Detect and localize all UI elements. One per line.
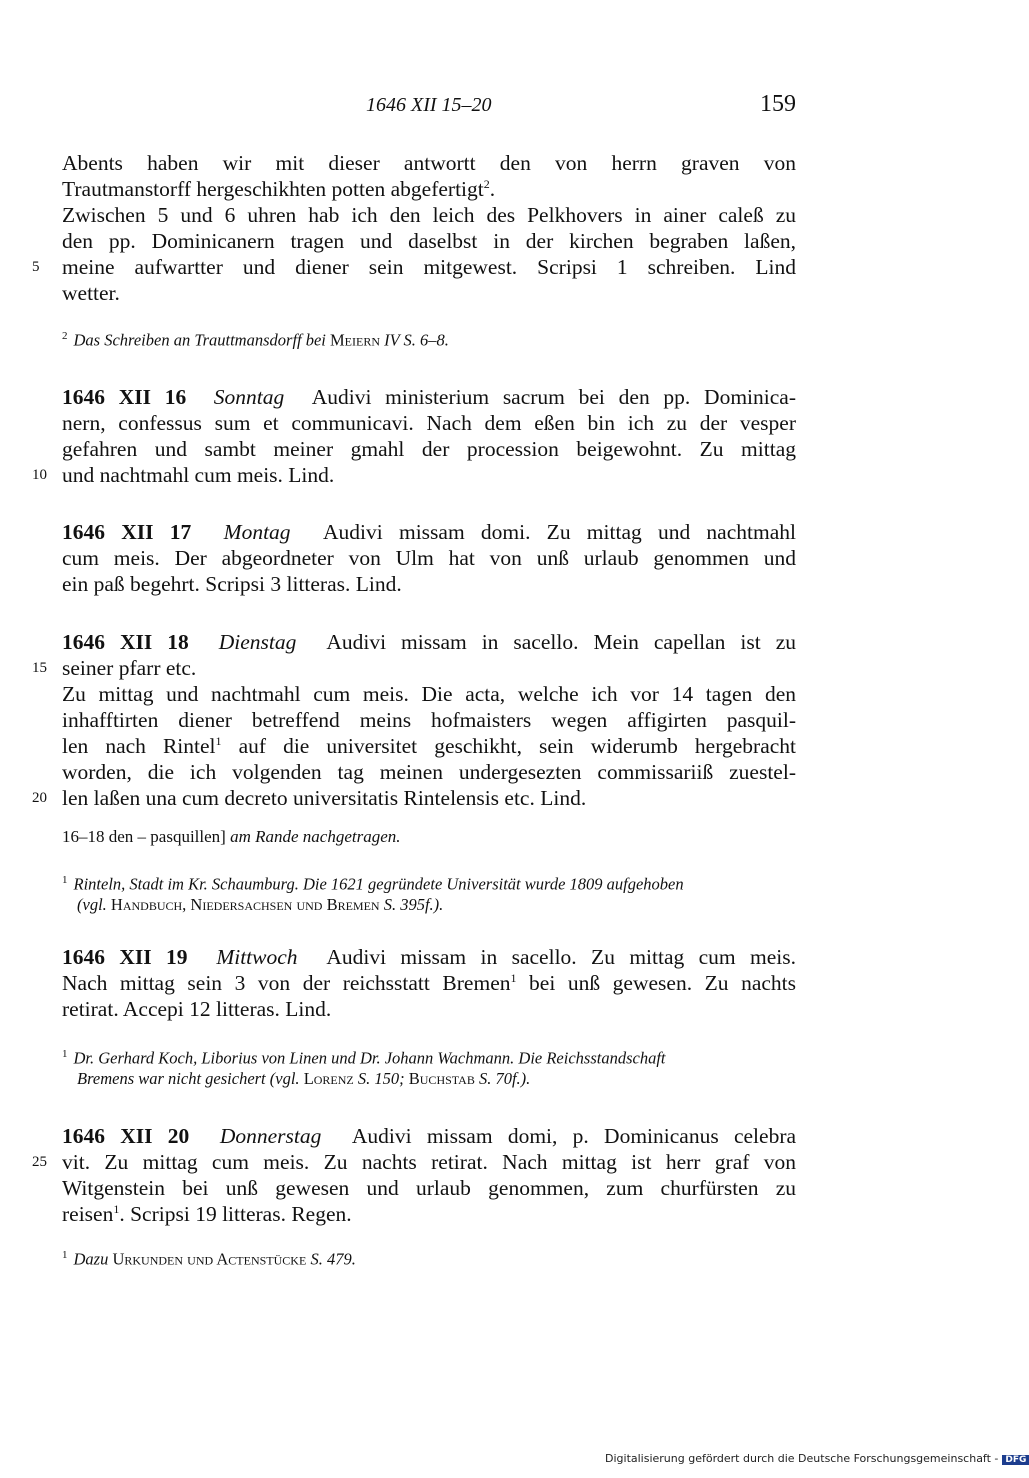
footnote-text: IV S. 6–8. (380, 330, 449, 350)
entry-date: 1646 XII 19 (62, 945, 188, 969)
text-line (62, 1201, 796, 1227)
text-line: gefahren und sambt meiner gmahl der procession beigewohnt. Zu mittag (62, 437, 796, 461)
footnote-text: S. 395f.). (379, 894, 444, 914)
text-segment: Audivi ministerium sacrum bei den pp. Dominica- (311, 385, 796, 409)
text-line (62, 384, 796, 410)
diary-entry (32, 629, 797, 811)
entry-date: 1646 XII 16 (62, 385, 187, 409)
text-segment: Audivi missam in sacello. Zu mittag cum meis. (326, 945, 797, 969)
footnote (62, 1044, 796, 1089)
footnote-line (62, 870, 796, 895)
text-line (62, 970, 796, 996)
diary-entry (32, 384, 796, 488)
entry-date: 1646 XII 17 (62, 520, 192, 544)
footnote-line (62, 1245, 796, 1270)
text-line (32, 254, 796, 280)
footnote (62, 326, 796, 351)
text-segment: Audivi missam in sacello. Mein capellan ist zu (326, 630, 797, 654)
footnote-text: Dr. Gerhard Koch, Liborius von Linen und Dr. Johann Wachmann. Die Reichsstandschaft (73, 1048, 666, 1068)
footnote-author: Meiern (330, 330, 381, 350)
footnote-ref: 1 (510, 970, 517, 985)
variant-italic: am Rande nachgetragen. (230, 827, 401, 846)
text-line: Zu mittag und nachtmahl cum meis. Die acta, welche ich vor 14 tagen den (62, 682, 796, 706)
footnote-marker: 1 (62, 874, 68, 886)
footnote-text: S. 70f.). (474, 1068, 531, 1088)
footnote-text: Rinteln, Stadt im Kr. Schaumburg. Die 1621 gegründete Universität wurde 1809 aufgehoben (73, 874, 684, 894)
footnote-ref: 2 (483, 176, 490, 191)
footnote-line (62, 1069, 796, 1089)
page-number: 159 (760, 91, 796, 117)
text-line: Abents haben wir mit dieser antwortt den von herrn graven von (62, 151, 796, 175)
line-number: 25 (32, 1154, 47, 1170)
footnote-marker: 1 (62, 1249, 68, 1261)
footnote-text: S. 479. (306, 1249, 356, 1269)
entry-date: 1646 XII 20 (62, 1124, 190, 1148)
entry-continuation (32, 150, 796, 306)
text-line (32, 1149, 796, 1175)
line-number: 15 (32, 660, 47, 676)
text-segment: reisen (62, 1202, 114, 1226)
text-segment: Audivi missam domi, p. Dominicanus celebra (351, 1124, 797, 1148)
line-number: 10 (32, 467, 47, 483)
credit-text: Digitalisierung gefördert durch die Deutsche Forschungsgemeinschaft - (605, 1452, 999, 1465)
text-line: wetter. (62, 281, 120, 305)
text-segment: . Scripsi 19 litteras. Regen. (119, 1202, 352, 1226)
digitization-credit (605, 1452, 1027, 1468)
text-segment: Audivi missam domi. Zu mittag und nachtmahl (323, 520, 796, 544)
text-segment: len laßen una cum decreto universitatis Rintelensis etc. Lind. (62, 786, 587, 810)
footnote-marker: 1 (62, 1048, 68, 1060)
entry-weekday: Sonntag (213, 385, 285, 409)
text-line (62, 519, 796, 545)
text-line: Trautmanstorff hergeschikhten potten abgefertigt$^2$. (62, 176, 496, 201)
text-line: retirat. Accepi 12 litteras. Lind. (62, 997, 332, 1021)
text-segment: len nach Rintel (62, 734, 216, 758)
text-line: Zwischen 5 und 6 uhren hab ich den leich des Pelkhovers in ainer caleß zu (62, 203, 796, 227)
text-segment: Nach mittag sein 3 von der reichsstatt Bremen (62, 971, 511, 995)
text-segment: auf die universitet geschikht, sein widerumb hergebracht (221, 734, 797, 758)
entry-weekday: Mittwoch (216, 945, 298, 969)
footnote-source: Handbuch, Niedersachsen und Bremen (110, 894, 380, 914)
text-line: den pp. Dominicanern tragen und daselbst in der kirchen begraben laßen, (62, 229, 796, 253)
text-line (32, 462, 796, 488)
footnote-marker: 2 (62, 330, 68, 342)
entry-date: 1646 XII 18 (62, 630, 189, 654)
text-segment: und nachtmahl cum meis. Lind. (62, 463, 335, 487)
text-line: Witgenstein bei unß gewesen und urlaub genommen, zum churfürsten zu (62, 1176, 796, 1200)
footnote-line (62, 895, 796, 915)
text-line: ein paß begehrt. Scripsi 3 litteras. Lind. (62, 572, 402, 596)
text-segment: seiner pfarr etc. (62, 656, 197, 680)
footnote-source: Buchstab (408, 1068, 475, 1088)
text-line: nern, confessus sum et communicavi. Nach dem eßen bin ich zu der vesper (62, 411, 796, 435)
entry-weekday: Dienstag (218, 630, 297, 654)
text-line: inhafftirten diener betreffend meins hofmaisters wegen affigirten pasquil- (62, 708, 796, 732)
text-line: cum meis. Der abgeordneter von Ulm hat von unß urlaub genommen und (62, 546, 796, 570)
variant-text: 16–18 den – pasquillen] (62, 827, 231, 846)
entry-weekday: Donnerstag (219, 1124, 322, 1148)
footnote-text: Bremens war nicht gesichert (vgl. (77, 1068, 304, 1088)
diary-entry (62, 519, 796, 597)
line-number: 5 (32, 259, 40, 275)
dfg-logo: DFG (1002, 1455, 1029, 1465)
diary-entry (32, 1123, 797, 1227)
footnote-text: (vgl. (77, 894, 111, 914)
footnote-source: Urkunden und Actenstücke (112, 1249, 307, 1269)
text-line (62, 733, 796, 759)
diary-entry (62, 944, 796, 1022)
text-line (32, 785, 796, 811)
entry-weekday: Montag (223, 520, 291, 544)
text-segment: vit. Zu mittag cum meis. Zu nachts retirat. Nach mittag ist herr graf von (62, 1150, 796, 1174)
text-segment: meine aufwartter und diener sein mitgewest. Scripsi 1 schreiben. Lind (62, 255, 796, 279)
footnote-ref: 1 (215, 733, 222, 748)
running-title: 1646 XII 15–20 (366, 94, 492, 116)
footnote-text: S. 150; (353, 1068, 409, 1088)
footnote-line (62, 1044, 796, 1069)
footnote (62, 870, 796, 915)
footnote (62, 1245, 796, 1270)
text-line: worden, die ich volgenden tag meinen undergesezten commissariiß zuestel- (62, 760, 796, 784)
text-segment: bei unß gewesen. Zu nachts (516, 971, 796, 995)
line-number: 20 (32, 790, 47, 806)
footnote-line (62, 326, 796, 351)
footnote-text: Das Schreiben an Trauttmansdorff bei (73, 330, 331, 350)
text-line (62, 1123, 796, 1149)
footnote-text: Dazu (73, 1249, 113, 1269)
text-line (32, 655, 796, 681)
variant-note (62, 827, 401, 847)
text-line (62, 944, 796, 970)
footnote-ref: 1 (113, 1201, 120, 1216)
text-segment: Trautmanstorff hergeschikhten potten abgefertigt (62, 177, 484, 201)
footnote-source: Lorenz (303, 1068, 354, 1088)
text-line (62, 629, 796, 655)
